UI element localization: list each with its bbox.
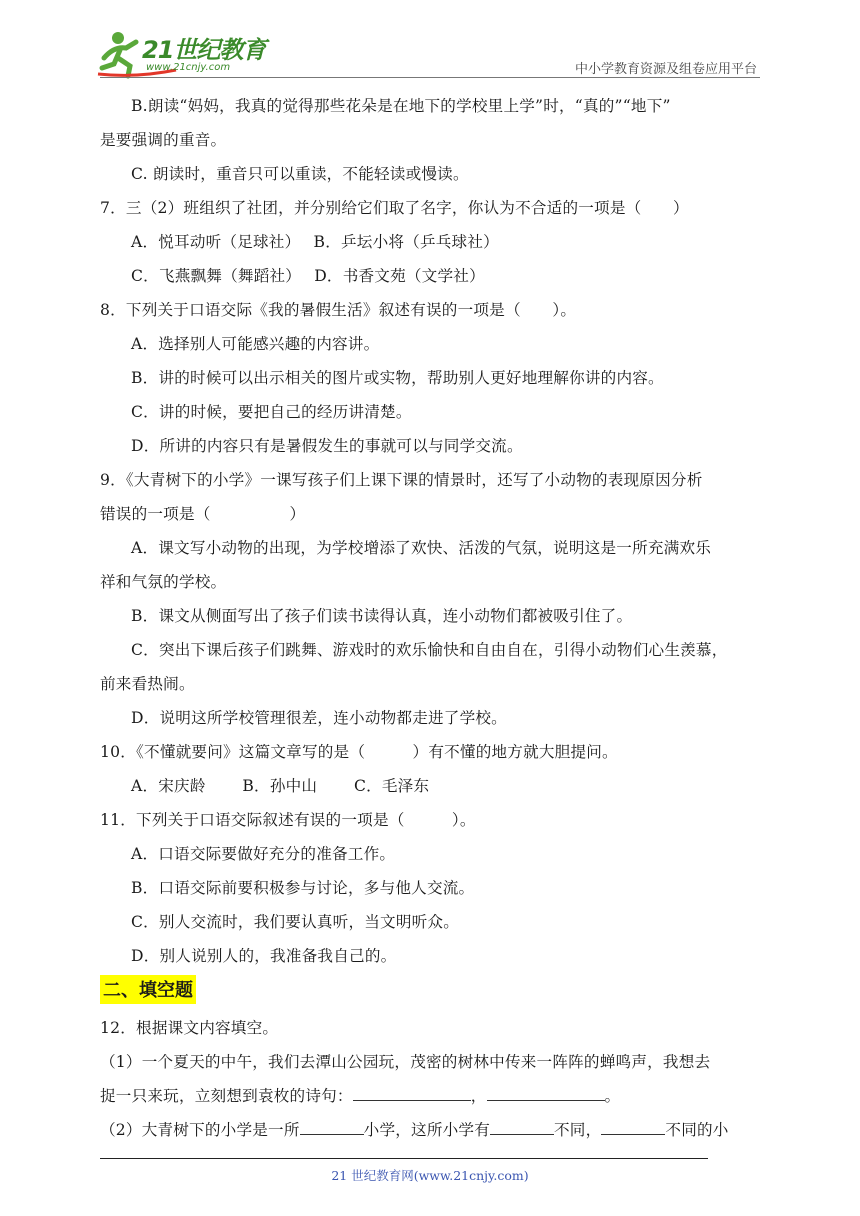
q11-option-b: B．口语交际前要积极参与讨论，多与他人交流。	[131, 879, 475, 897]
q9-option-a-line2: 祥和气氛的学校。	[100, 573, 227, 591]
q9-option-c-line2: 前来看热闹。	[100, 675, 195, 693]
q12-part1-line2	[100, 1084, 620, 1106]
q10-options: A．宋庆龄 B．孙中山 C．毛泽东	[131, 777, 430, 795]
logo	[96, 28, 266, 80]
q9-option-c-line1: C．突出下课后孩子们跳舞、游戏时的欢乐愉快和自由自在，引得小动物们心生羡慕，	[131, 641, 728, 659]
q6-option-b-line1: B.朗读“妈妈，我真的觉得那些花朵是在地下的学校里上学”时，“真的”“地下”	[131, 97, 671, 115]
q12-part1-line1: （1）一个夏天的中午，我们去潭山公园玩，茂密的树林中传来一阵阵的蝉鸣声，我想去	[100, 1053, 711, 1071]
q8-option-c: C．讲的时候，要把自己的经历讲清楚。	[131, 403, 412, 421]
question-10: 10．《不懂就要问》这篇文章写的是（ ）有不懂的地方就大胆提问。	[100, 743, 618, 761]
answer-blank[interactable]	[353, 1086, 471, 1101]
q12-part2-c: 不同，	[554, 1121, 602, 1139]
q11-option-a: A．口语交际要做好充分的准备工作。	[131, 845, 396, 863]
q12-part1-prefix: 捉一只来玩，立刻想到袁枚的诗句：	[100, 1087, 353, 1105]
logo-url: www.21cnjy.com	[146, 62, 231, 73]
page-header	[0, 0, 860, 90]
platform-name: 中小学教育资源及组卷应用平台	[574, 62, 757, 77]
page-footer: 21 世纪教育网(www.21cnjy.com)	[331, 1168, 529, 1183]
q12-part1-sep: ，	[470, 1087, 487, 1105]
q6-option-b-line2: 是要强调的重音。	[100, 131, 227, 149]
question-8: 8．下列关于口语交际《我的暑假生活》叙述有误的一项是（ ）。	[100, 301, 577, 319]
question-9-line2: 错误的一项是（ ）	[100, 505, 306, 523]
answer-blank[interactable]	[601, 1120, 665, 1135]
q12-part2-b: 小学，这所小学有	[363, 1121, 491, 1139]
answer-blank[interactable]	[300, 1120, 364, 1135]
q12-part1-end: 。	[604, 1087, 621, 1105]
section-fill-in-title: 二、填空题	[100, 975, 196, 1004]
q12-part2-a: （2）大青树下的小学是一所	[100, 1121, 300, 1139]
q12-part2-line1	[100, 1118, 729, 1140]
question-7: 7．三（2）班组织了社团，并分别给它们取了名字，你认为不合适的一项是（ ）	[100, 199, 689, 217]
question-12: 12．根据课文内容填空。	[100, 1019, 279, 1037]
q7-options-ab: A．悦耳动听（足球社） B．乒坛小将（乒乓球社）	[131, 233, 499, 251]
q8-option-b: B．讲的时候可以出示相关的图片或实物，帮助别人更好地理解你讲的内容。	[131, 369, 664, 387]
q11-option-c: C．别人交流时，我们要认真听，当文明听众。	[131, 913, 460, 931]
q11-option-d: D．别人说别人的，我准备我自己的。	[131, 947, 397, 965]
q8-option-a: A．选择别人可能感兴趣的内容讲。	[131, 335, 380, 353]
answer-blank[interactable]	[487, 1086, 605, 1101]
q9-option-d: D．说明这所学校管理很差，连小动物都走进了学校。	[131, 709, 507, 727]
q8-option-d: D．所讲的内容只有是暑假发生的事就可以与同学交流。	[131, 437, 523, 455]
question-11: 11．下列关于口语交际叙述有误的一项是（ ）。	[100, 811, 476, 829]
question-9-line1: 9．《大青树下的小学》一课写孩子们上课下课的情景时，还写了小动物的表现原因分析	[100, 471, 703, 489]
header-divider	[100, 77, 760, 78]
q6-option-c: C. 朗读时，重音只可以重读，不能轻读或慢读。	[131, 165, 469, 183]
q7-options-cd: C．飞燕飘舞（舞蹈社） D．书香文苑（文学社）	[131, 267, 485, 285]
footer-divider	[100, 1158, 708, 1159]
q9-option-b: B．课文从侧面写出了孩子们读书读得认真，连小动物们都被吸引住了。	[131, 607, 633, 625]
q9-option-a-line1: A．课文写小动物的出现，为学校增添了欢快、活泼的气氛，说明这是一所充满欢乐	[131, 539, 712, 557]
answer-blank[interactable]	[490, 1120, 554, 1135]
q12-part2-d: 不同的小	[665, 1121, 729, 1139]
logo-text: 21世纪教育	[142, 36, 266, 64]
